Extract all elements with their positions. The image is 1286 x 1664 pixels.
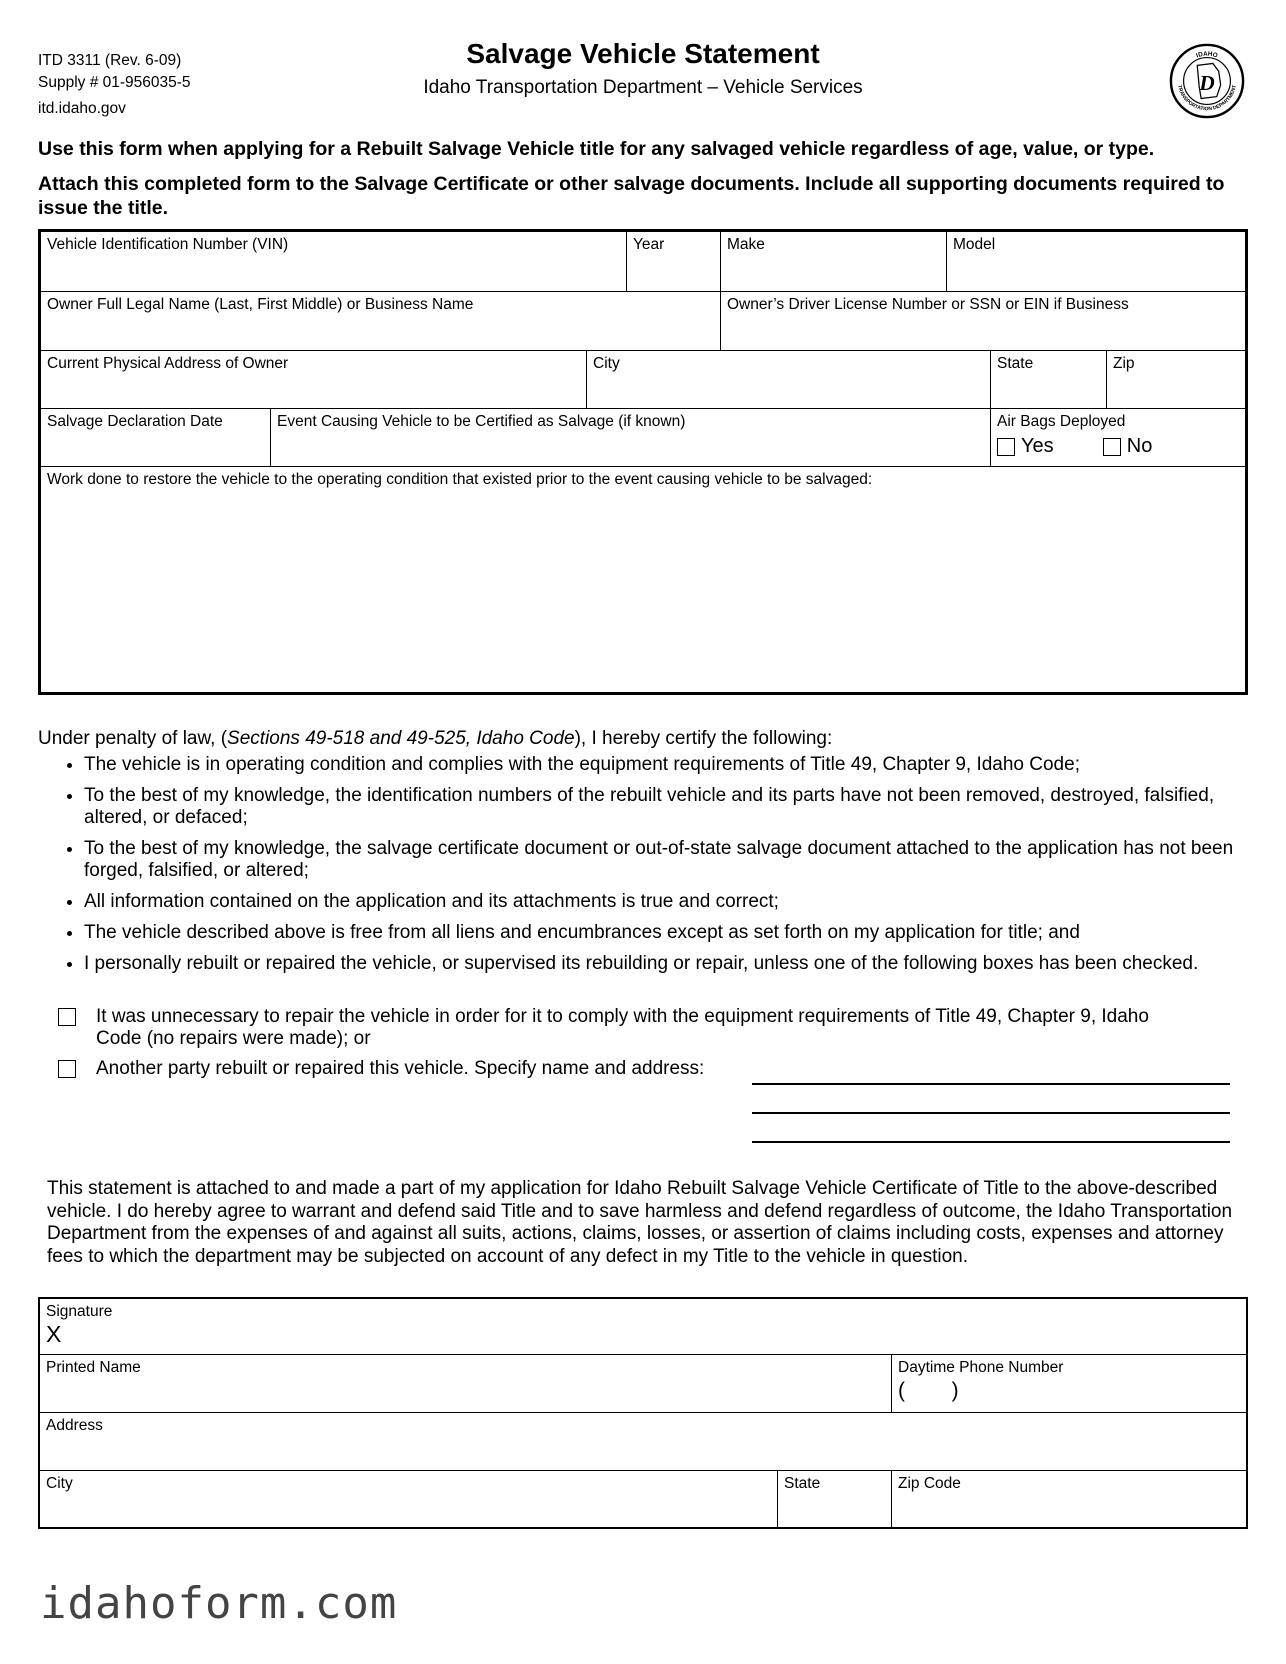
make-field[interactable] (721, 232, 947, 292)
salvage-date-field[interactable] (41, 409, 271, 467)
airbags-no-label: No (1126, 435, 1153, 458)
owner-name-field[interactable] (41, 292, 721, 351)
make-label: Make (727, 236, 765, 253)
owner-address-label: Current Physical Address of Owner (47, 355, 289, 372)
signer-state-field[interactable] (778, 1471, 892, 1527)
other-party-line-2[interactable] (752, 1112, 1230, 1114)
seal-letter: D (1199, 70, 1215, 95)
year-field[interactable] (627, 232, 721, 292)
signer-address-field[interactable] (40, 1413, 1246, 1471)
signer-address-label: Address (46, 1417, 103, 1434)
signer-city-field[interactable] (40, 1471, 778, 1527)
instruction-line-2: Attach this completed form to the Salvage Certificate or other salvage documents. Include all supporting documents required to issue the title. (38, 173, 1225, 219)
airbags-field (991, 409, 1245, 467)
signer-state-label: State (784, 1475, 821, 1492)
signature-field[interactable] (40, 1299, 1246, 1355)
other-party-label: Another party rebuilt or repaired this vehicle. Specify name and address: (96, 1058, 705, 1079)
supply-number: Supply # 01-956035-5 (38, 74, 191, 91)
model-label: Model (953, 236, 996, 253)
owner-zip-field[interactable] (1107, 351, 1245, 409)
model-field[interactable] (947, 232, 1245, 292)
airbags-yes-checkbox[interactable] (997, 438, 1015, 456)
idaho-transportation-seal-icon (1168, 42, 1246, 120)
salvage-event-label: Event Causing Vehicle to be Certified as Salvage (if known) (277, 413, 686, 430)
year-label: Year (633, 236, 665, 253)
signer-city-label: City (46, 1475, 73, 1492)
airbags-options (997, 435, 1152, 458)
page-subtitle: Idaho Transportation Department – Vehicle Services (423, 77, 863, 98)
list-item: • To the best of my knowledge, the identification numbers of the rebuilt vehicle and its parts have not been removed, destroyed, falsified, altered, or defaced; (84, 785, 1258, 829)
signature-mark: X (46, 1321, 62, 1347)
vin-field[interactable] (41, 232, 627, 292)
certification-intro: Under penalty of law, (Sections 49-518 and 49-525, Idaho Code), I hereby certify the following: (38, 728, 833, 749)
other-party-checkbox[interactable] (58, 1060, 76, 1078)
signature-label: Signature (46, 1303, 113, 1320)
owner-state-field[interactable] (991, 351, 1107, 409)
owner-city-field[interactable] (587, 351, 991, 409)
page-title: Salvage Vehicle Statement (466, 38, 820, 69)
phone-field[interactable] (892, 1355, 1246, 1413)
work-done-label: Work done to restore the vehicle to the operating condition that existed prior to the event causing vehicle to be salvaged: (47, 471, 873, 488)
salvage-date-label: Salvage Declaration Date (47, 413, 223, 430)
phone-area-code: ( ) (898, 1379, 959, 1402)
watermark: idahoform.com (40, 1578, 398, 1629)
no-repairs-option (58, 1006, 1198, 1052)
airbags-label: Air Bags Deployed (997, 413, 1126, 430)
other-party-line-1[interactable] (752, 1083, 1230, 1085)
owner-zip-label: Zip (1113, 355, 1135, 372)
owner-license-label: Owner’s Driver License Number or SSN or EIN if Business (727, 296, 1129, 313)
form-number: ITD 3311 (Rev. 6-09) (38, 52, 182, 69)
certification-list (38, 754, 1258, 984)
printed-name-label: Printed Name (46, 1359, 141, 1376)
other-party-option (58, 1058, 758, 1082)
list-item: • The vehicle is in operating condition and complies with the equipment requirements of Title 49, Chapter 9, Idaho Code; (84, 754, 1258, 776)
owner-name-label: Owner Full Legal Name (Last, First Middle) or Business Name (47, 296, 474, 313)
code-reference: Sections 49-518 and 49-525, Idaho Code (227, 728, 575, 749)
work-done-field[interactable] (41, 467, 1245, 692)
website: itd.idaho.gov (38, 100, 126, 117)
owner-license-field[interactable] (721, 292, 1245, 351)
list-item: • I personally rebuilt or repaired the vehicle, or supervised its rebuilding or repair, unless one of the following boxes has been checked. (84, 953, 1258, 975)
no-repairs-checkbox[interactable] (58, 1008, 76, 1026)
no-repairs-label: It was unnecessary to repair the vehicle in order for it to comply with the equipment requirements of Title 49, Chapter 9, Idaho Code (no repairs were made); or (96, 1006, 1149, 1049)
instruction-line-1: Use this form when applying for a Rebuilt Salvage Vehicle title for any salvaged vehicle regardless of age, value, or type. (38, 138, 1155, 160)
vin-label: Vehicle Identification Number (VIN) (47, 236, 289, 253)
seal-top-text: IDAHO (1195, 50, 1219, 60)
signer-zip-label: Zip Code (898, 1475, 961, 1492)
phone-label: Daytime Phone Number (898, 1359, 1064, 1376)
list-item: • To the best of my knowledge, the salvage certificate document or out-of-state salvage document attached to the application has not been forged, falsified, or altered; (84, 838, 1258, 882)
list-item: • The vehicle described above is free from all liens and encumbrances except as set forth on my application for title; and (84, 922, 1258, 944)
indemnity-statement: This statement is attached to and made a part of my application for Idaho Rebuilt Salvage Vehicle Certificate of Title to the above-described vehicle. I do hereby agree to warrant and defend said Title and to save harmless and defend regardless of outcome, the Idaho Transportation Department from the expenses of and against all suits, actions, claims, losses, or assertion of claims including costs, expenses and attorney fees to which the department may be subjected on account of any defect in my Title to the vehicle in question. (47, 1178, 1233, 1267)
airbags-yes-label: Yes (1021, 435, 1054, 458)
list-item: • All information contained on the application and its attachments is true and correct; (84, 891, 1258, 913)
seal-bottom-text: TRANSPORTATION DEPARTMENT (1176, 84, 1238, 113)
owner-state-label: State (997, 355, 1034, 372)
salvage-event-field[interactable] (271, 409, 991, 467)
owner-city-label: City (593, 355, 620, 372)
signer-zip-field[interactable] (892, 1471, 1246, 1527)
signature-form (38, 1297, 1248, 1529)
airbags-no-checkbox[interactable] (1103, 438, 1121, 456)
owner-address-field[interactable] (41, 351, 587, 409)
other-party-line-3[interactable] (752, 1141, 1230, 1143)
printed-name-field[interactable] (40, 1355, 892, 1413)
vehicle-info-form (38, 229, 1248, 695)
